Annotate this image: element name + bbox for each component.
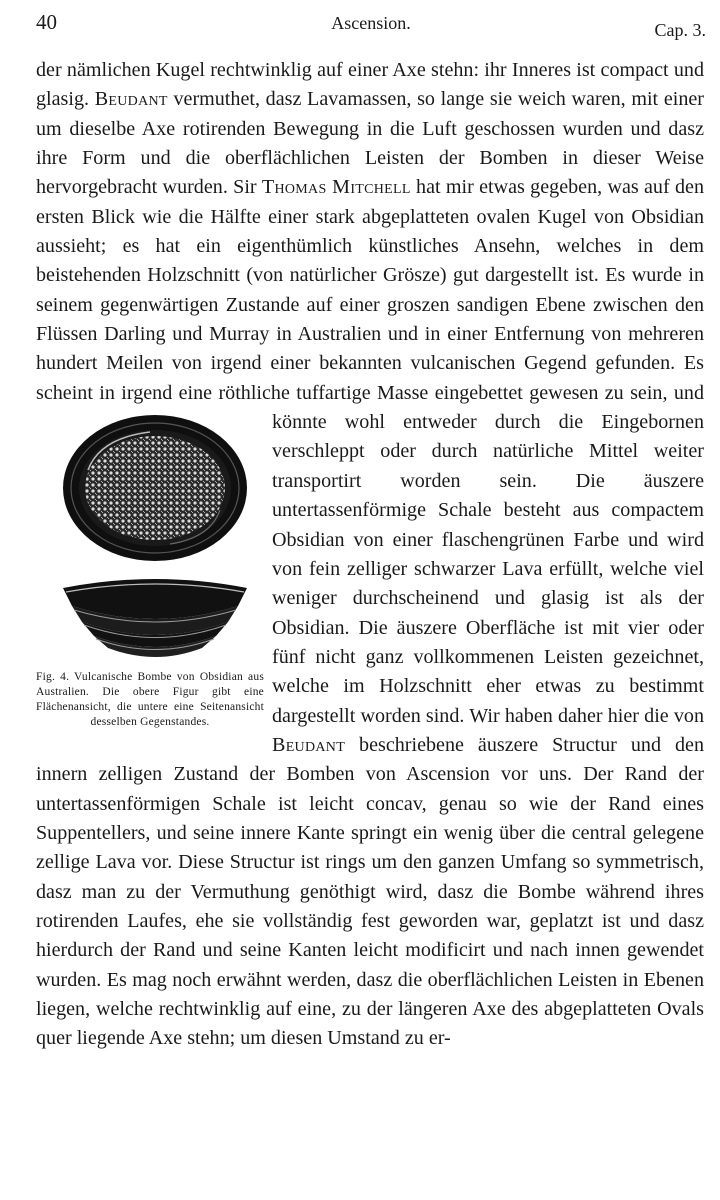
text-run: der nämlichen Kugel rechtwinklig auf einer Axe stehn: ihr Inneres ist compact und glasig. <box>36 59 704 111</box>
text-run: hat mir etwas gegeben, was auf den ersten Blick wie die Hälfte einer stark abgeplatteten ovalen Kugel von Obsidian aussieht; es hat ein eigenthümlich künstliches Ansehn, welches in dem beistehenden Holzschnitt (von natürlicher Grösze) gut dargestellt ist. Es wurde in seinem gegenwärtigen Zustande auf einer groszen sandigen Ebene zwischen den Flüssen Darling und Murray in Australien und in einer Entfernung von mehreren hundert Meilen von irgend einer bekannten vulcanischen Gegend gefunden. Es scheint in irgend eine röthliche tuffartige Masse eingebettet gewesen zu sein, und Fig. 4. Vulcanische Bombe von Obsidian aus Australien. Die obere Figur gibt eine Flächenansicht, die untere eine Seitenansicht desselben Gegenstandes. könnte wohl entweder durch die Eingebornen verschleppt oder durch natürliche Mittel weiter transportirt worden sein. Die äuszere untertassenförmige Schale besteht aus compactem Obsidian von einer flaschengrünen Farbe und wird von fein zelliger schwarzer Lava erfüllt, welche viel weniger durchscheinend und glasig ist als der Obsidian. Die äuszere Oberfläche ist mit vier oder fünf nicht ganz vollkommenen Leisten gezeichnet, welche im Holzschnitt eher etwas zu bestimmt dargestellt worden sind. Wir haben daher hier die von <box>36 176 704 726</box>
chapter-label: Cap. 3. <box>654 20 706 40</box>
text-run: vermuthet, dasz Lavamassen, so lange sie weich waren, mit einer um dieselbe Axe rotirenden Bewegung in die Luft geschossen wurden und dasz ihre Form und die oberflächlichen Leisten der Bomben in dieser Weise hervorgebracht wurden. Sir <box>36 88 704 199</box>
figure-caption: Fig. 4. Vulcanische Bombe von Obsidian aus Australien. Die obere Figur gibt eine Flächenansicht, die untere eine Seitenansicht desselben Gegenstandes. <box>36 671 264 729</box>
paragraph <box>36 56 704 1054</box>
author-name-beudant: Beudant <box>272 733 346 756</box>
body-text <box>36 56 704 1054</box>
running-title: Ascension. <box>331 13 411 33</box>
top-view <box>63 415 247 561</box>
obsidian-bomb-illustration <box>60 410 250 668</box>
author-name-beudant: Beudant <box>94 88 168 111</box>
text-run: beschriebene äuszere Structur und den innern zelligen Zustand der Bomben von Ascension vor uns. Der Rand der untertassenförmigen Schale ist leicht concav, genau so wie der Rand eines Suppentellers, und seine innere Kante springt ein wenig über die central gelegene zellige Lava vor. Diese Structur ist rings um den ganzen Umfang so symmetrisch, dasz man zu der Vermuthung genöthigt wird, dasz die Bombe während ihres rotirenden Laufes, ehe sie vollständig fest geworden war, geplatzt ist und dasz hierdurch der Rand und seine Kanten leicht modificirt und nach innen gewendet wurden. Es mag noch erwähnt werden, dasz die oberflächlichen Leisten in Ebenen liegen, welche rechtwinklig auf eine, zu der längeren Axe des abgeplatteten Ovals quer liegende Axe stehn; um diesen Umstand zu er- <box>36 733 704 1050</box>
woodcut-figure <box>36 408 264 754</box>
running-header <box>36 10 706 42</box>
side-view <box>63 579 247 657</box>
author-name-mitchell: Thomas Mitchell <box>261 176 411 199</box>
page-number: 40 <box>36 10 57 34</box>
